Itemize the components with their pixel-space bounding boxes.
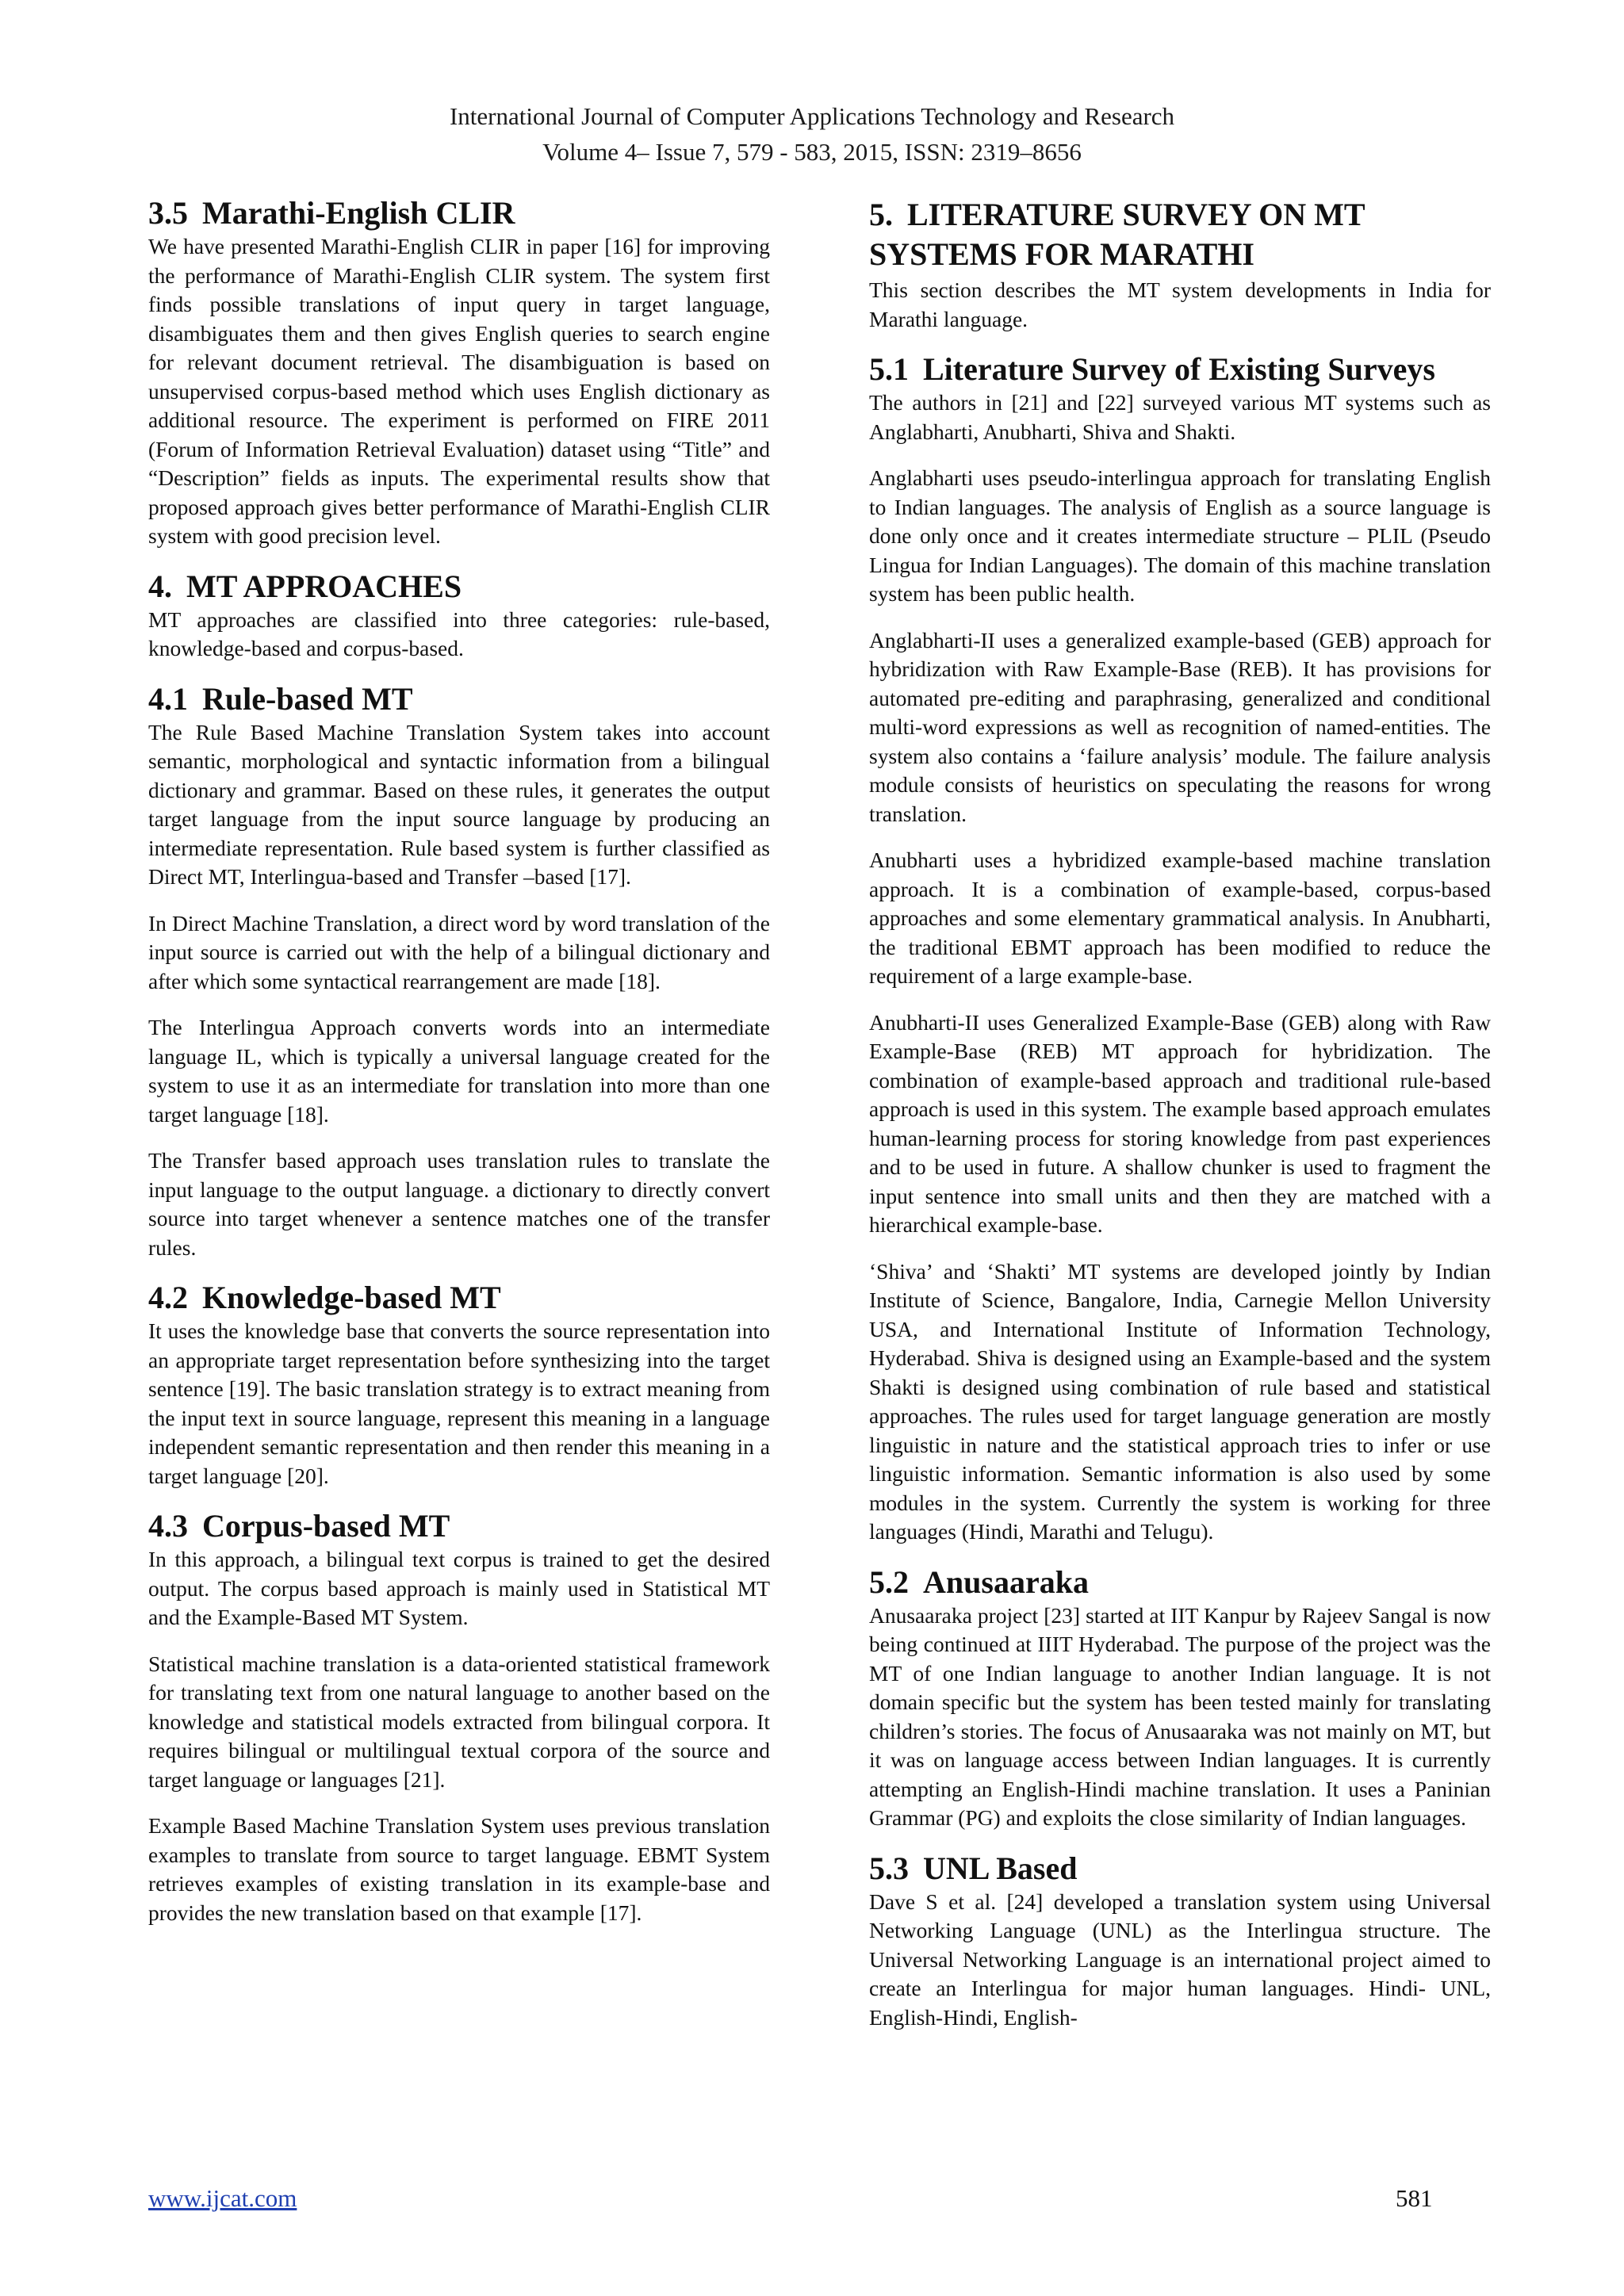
section-5 xyxy=(869,195,1491,334)
paragraph: This section describes the MT system developments in India for Marathi language. xyxy=(869,277,1491,331)
paragraph: Anusaaraka project [23] started at IIT Kanpur by Rajeev Sangal is now being continued at IIIT Hyderabad. The purpose of the project was the MT of one Indian language to another Indian language. It is not domain specific but the system has been tested mainly for translating children’s stories. The focus of Anusaaraka was not mainly on MT, but it was on language access between Indian languages. It is currently attempting an English-Hindi machine translation. It uses a Paninian Grammar (PG) and exploits the close similarity of Indian languages. xyxy=(869,1602,1491,1830)
paragraph: Anglabharti-II uses a generalized example-based (GEB) approach for hybridization with Raw Example-Base (REB). It has provisions for automated pre-editing and paraphrasing, generalized and conditional multi-word expressions as well as recognition of named-entities. The system also contains a ‘failure analysis’ module. The failure analysis module consists of heuristics on speculating the reasons for wrong translation. xyxy=(869,627,1491,826)
paragraph: MT approaches are classified into three categories: rule-based, knowledge-based and corpus-based. xyxy=(148,607,770,660)
paragraph: ‘Shiva’ and ‘Shakti’ MT systems are developed jointly by Indian Institute of Science, Bangalore, India, Carnegie Mellon University USA, and International Institute of Information Technology, Hyderabad. Shiva is designed using an Example-based and the system Shakti is designed using combination of rule based and statistical approaches. The rules used for target language generation are mostly linguistic in nature and the statistical approach tries to infer or use linguistic information. Semantic information is also used by some modules in the system. Currently the system is working for three languages (Hindi, Marathi and Telugu). xyxy=(869,1258,1491,1544)
section-heading: 5.2 Anusaaraka xyxy=(869,1563,1089,1600)
paragraph: Anglabharti uses pseudo-interlingua approach for translating English to Indian languages. The analysis of English as a source language is done only once and it creates intermediate structure – PLIL (Pseudo Lingua for Indian Languages). The domain of this machine translation system has been public health. xyxy=(869,465,1491,606)
paragraph: Dave S et al. [24] developed a translation system using Universal Networking Language (UNL) as the Interlingua structure. The Universal Networking Language is an international project aimed to create an Interlingua for major human languages. Hindi- UNL, English-Hindi, English- xyxy=(869,1888,1491,2030)
section-5-2 xyxy=(869,1564,1491,1833)
paragraph: We have presented Marathi-English CLIR in paper [16] for improving the performance of Marathi-English CLIR system. The system first finds possible translations of input query in target language, disambiguates them and then gives English queries to search engine for relevant document retrieval. The disambiguation is based on unsupervised corpus-based method which uses English dictionary as additional resource. The experiment is performed on FIRE 2011 (Forum of Information Retrieval Evaluation) dataset using “Title” and “Description” fields as inputs. The experimental results show that proposed approach gives better performance of Marathi-English CLIR system with good precision level. xyxy=(148,234,770,548)
section-heading: 5. LITERATURE SURVEY ON MT SYSTEMS FOR MARATHI xyxy=(869,197,1365,272)
section-heading: 5.1 Literature Survey of Existing Surveys xyxy=(869,351,1435,387)
section-4-2 xyxy=(148,1280,770,1490)
page-header xyxy=(0,98,1624,170)
section-3-5 xyxy=(148,195,770,551)
section-5-3 xyxy=(869,1850,1491,2033)
paragraph: Anubharti uses a hybridized example-based machine translation approach. It is a combination of example-based, corpus-based approaches and some elementary grammatical analysis. In Anubharti, the traditional EBMT approach has been modified to reduce the requirement of a large example-base. xyxy=(869,848,1491,988)
journal-volume: Volume 4– Issue 7, 579 - 583, 2015, ISSN: 2319–8656 xyxy=(542,138,1082,166)
paragraph: Example Based Machine Translation System uses previous translation examples to translate from source to target language. EBMT System retrieves examples of existing translation in its example-base and provides the new translation based on that example [17]. xyxy=(148,1813,770,1925)
journal-title: International Journal of Computer Applications Technology and Research xyxy=(449,102,1175,130)
paragraph: In Direct Machine Translation, a direct word by word translation of the input source is carried out with the help of a bilingual dictionary and after which some syntactical rearrangement are made [18]. xyxy=(148,910,770,993)
section-5-1 xyxy=(869,351,1491,1547)
left-column xyxy=(148,195,770,1945)
paragraph: The Interlingua Approach converts words into an intermediate language IL, which is typically a universal language created for the system to use it as an intermediate for translation into more than one target language [18]. xyxy=(148,1015,770,1127)
paragraph: The authors in [21] and [22] surveyed various MT systems such as Anglabharti, Anubharti, Shiva and Shakti. xyxy=(869,390,1491,444)
paragraph: Anubharti-II uses Generalized Example-Base (GEB) along with Raw Example-Base (REB) MT approach for hybridization. The combination of example-based approach and traditional rule-based approach is used in this system. The example based approach emulates human-learning process for storing knowledge from past experiences and to be used in future. A shallow chunker is used to fragment the input sentence into small units and then they are matched with a hierarchical example-base. xyxy=(869,1009,1491,1237)
section-4-1 xyxy=(148,681,770,1263)
section-heading: 4. MT APPROACHES xyxy=(148,568,462,604)
paragraph: In this approach, a bilingual text corpus is trained to get the desired output. The corpus based approach is mainly used in Statistical MT and the Example-Based MT System. xyxy=(148,1547,770,1629)
paragraph: The Transfer based approach uses translation rules to translate the input language to the output language. a dictionary to directly convert source into target whenever a sentence matches one of the transfer rules. xyxy=(148,1148,770,1260)
paragraph: It uses the knowledge base that converts the source representation into an appropriate target representation before synthesizing into the target sentence [19]. The basic translation strategy is to extract meaning from the input text in source language, represent this meaning in a language independent semantic representation and then render this meaning in a target language [20]. xyxy=(148,1318,770,1488)
right-column xyxy=(869,195,1491,2049)
paragraph: The Rule Based Machine Translation System takes into account semantic, morphological and syntactic information from a bilingual dictionary and grammar. Based on these rules, it generates the output target language from the input source language by producing an intermediate representation. Rule based system is further classified as Direct MT, Interlingua-based and Transfer –based [17]. xyxy=(148,719,770,889)
section-heading: 3.5 Marathi-English CLIR xyxy=(148,195,515,231)
section-heading: 5.3 UNL Based xyxy=(869,1850,1078,1886)
section-4-3 xyxy=(148,1508,770,1927)
page-number: 581 xyxy=(1396,2184,1433,2212)
section-heading: 4.1 Rule-based MT xyxy=(148,680,413,717)
journal-website-link[interactable]: www.ijcat.com xyxy=(148,2184,297,2212)
section-heading: 4.3 Corpus-based MT xyxy=(148,1508,450,1544)
paragraph: Statistical machine translation is a data-oriented statistical framework for translating text from one natural language to another based on the knowledge and statistical models extracted from bilingual corpora. It requires bilingual or multilingual textual corpora of the source and target language or languages [21]. xyxy=(148,1651,770,1792)
section-heading: 4.2 Knowledge-based MT xyxy=(148,1280,501,1315)
section-4 xyxy=(148,568,770,664)
